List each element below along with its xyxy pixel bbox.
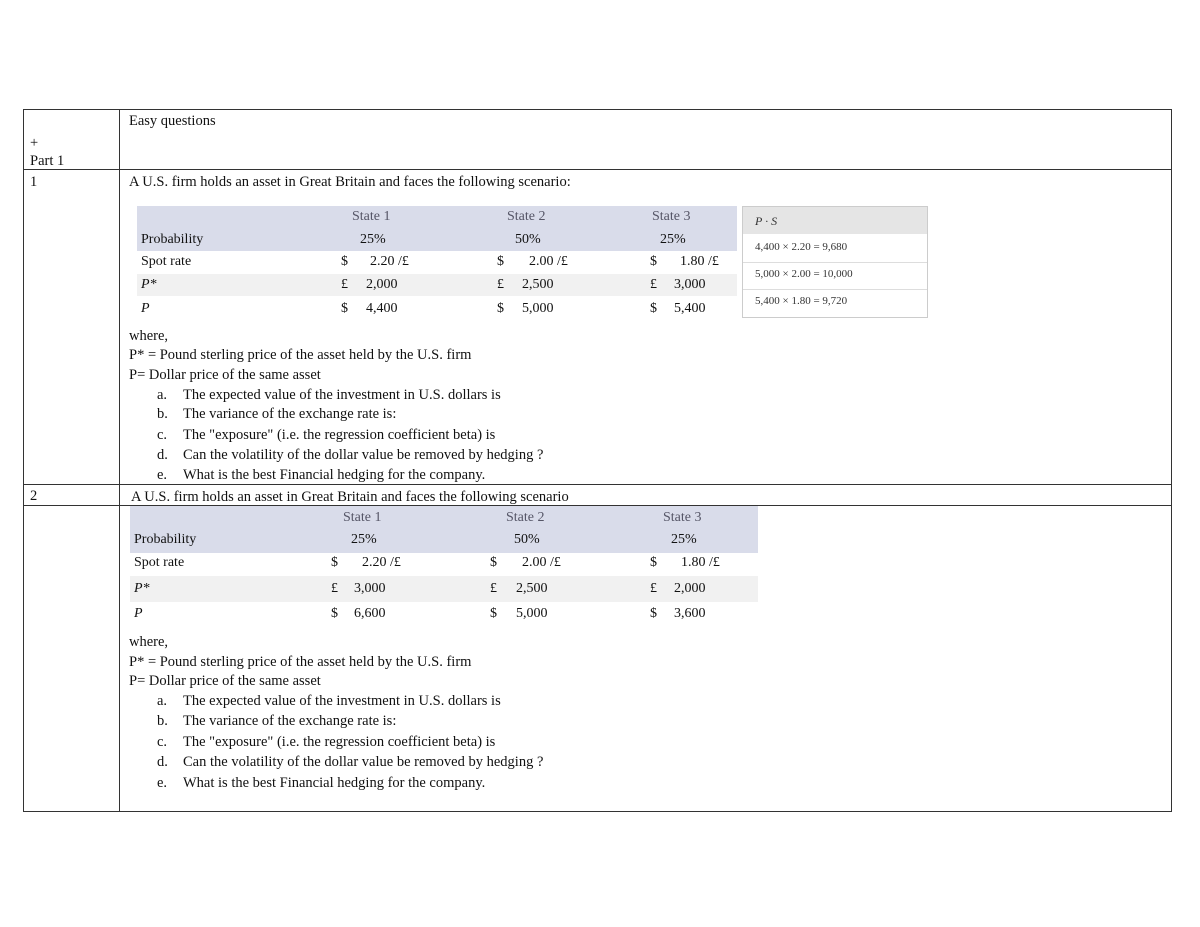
state-header: State 2 [507, 209, 546, 224]
spot-rate-value: 2.00 /£ [522, 555, 561, 570]
currency-symbol: $ [490, 555, 497, 570]
row-label: P* [134, 581, 150, 596]
currency-symbol: $ [331, 606, 338, 621]
section-title: Easy questions [129, 113, 216, 129]
item-letter: c. [157, 427, 168, 443]
pound-price-value: 2,000 [366, 277, 398, 292]
item-text: The expected value of the investment in U.S. dollars is [183, 693, 501, 709]
currency-symbol: £ [341, 277, 348, 292]
ps-row: 5,400 × 1.80 = 9,720 [755, 295, 848, 307]
spot-rate-value: 2.20 /£ [362, 555, 401, 570]
spot-rate-value: 2.00 /£ [529, 254, 568, 269]
row-divider [23, 484, 1172, 485]
question-item [157, 426, 495, 444]
currency-symbol: £ [490, 581, 497, 596]
pound-price-value: 2,500 [522, 277, 554, 292]
question-item [157, 405, 396, 423]
definition-pstar: P* = Pound sterling price of the asset held by the U.S. firm [129, 654, 472, 670]
state-header: State 1 [343, 510, 382, 525]
dollar-price-value: 4,400 [366, 301, 398, 316]
item-text: Can the volatility of the dollar value be removed by hedging ? [183, 447, 544, 463]
pound-price-value: 3,000 [674, 277, 706, 292]
spot-rate-value: 2.20 /£ [370, 254, 409, 269]
part-label: Part 1 [30, 153, 65, 169]
question-item [157, 774, 485, 792]
item-letter: e. [157, 775, 168, 791]
question-item [157, 733, 495, 751]
currency-symbol: $ [497, 254, 504, 269]
definition-pstar: P* = Pound sterling price of the asset held by the U.S. firm [129, 347, 472, 363]
row-divider [23, 169, 1172, 170]
item-text: The variance of the exchange rate is: [183, 406, 397, 422]
currency-symbol: $ [341, 254, 348, 269]
question-item [157, 692, 501, 710]
item-text: The "exposure" (i.e. the regression coefficient beta) is [183, 427, 496, 443]
column-divider [119, 109, 120, 812]
probability-value: 50% [515, 232, 541, 247]
row-label: Spot rate [134, 555, 185, 570]
item-letter: e. [157, 467, 168, 483]
pound-price-value: 2,500 [516, 581, 548, 596]
ps-header-label: P · S [755, 214, 778, 228]
currency-symbol: $ [497, 301, 504, 316]
item-letter: b. [157, 713, 168, 729]
item-letter: b. [157, 406, 168, 422]
probability-value: 25% [671, 532, 697, 547]
where-label: where, [129, 328, 169, 344]
currency-symbol: $ [331, 555, 338, 570]
currency-symbol: £ [497, 277, 504, 292]
currency-symbol: $ [650, 254, 657, 269]
question-intro: A U.S. firm holds an asset in Great Britain and faces the following scenario: [129, 174, 571, 190]
question-item [157, 446, 543, 464]
table-row-band [137, 274, 737, 296]
item-text: What is the best Financial hedging for the company. [183, 775, 486, 791]
probability-value: 25% [660, 232, 686, 247]
item-letter: a. [157, 693, 168, 709]
row-label: Spot rate [141, 254, 192, 269]
state-header: State 1 [352, 209, 391, 224]
dollar-price-value: 5,000 [522, 301, 554, 316]
question-item [157, 386, 501, 404]
table-header-band [137, 206, 737, 251]
item-text: The "exposure" (i.e. the regression coefficient beta) is [183, 734, 496, 750]
question-item [157, 753, 543, 771]
definition-p: P= Dollar price of the same asset [129, 367, 321, 383]
ps-calculation-box [742, 206, 928, 318]
question-intro: A U.S. firm holds an asset in Great Britain and faces the following scenario [131, 489, 569, 505]
question-number: 1 [30, 174, 38, 190]
definition-p: P= Dollar price of the same asset [129, 673, 321, 689]
dollar-price-value: 5,000 [516, 606, 548, 621]
table-row-band [130, 576, 758, 602]
state-header: State 3 [652, 209, 691, 224]
probability-value: 50% [514, 532, 540, 547]
currency-symbol: $ [341, 301, 348, 316]
currency-symbol: £ [331, 581, 338, 596]
currency-symbol: £ [650, 277, 657, 292]
item-letter: c. [157, 734, 168, 750]
item-text: The expected value of the investment in U.S. dollars is [183, 387, 501, 403]
pound-price-value: 2,000 [674, 581, 706, 596]
row-label: Probability [141, 232, 204, 247]
spot-rate-value: 1.80 /£ [681, 555, 720, 570]
pound-price-value: 3,000 [354, 581, 386, 596]
probability-value: 25% [360, 232, 386, 247]
currency-symbol: $ [650, 606, 657, 621]
state-header: State 3 [663, 510, 702, 525]
row-label: Probability [134, 532, 197, 547]
where-label: where, [129, 634, 169, 650]
currency-symbol: £ [650, 581, 657, 596]
dollar-price-value: 5,400 [674, 301, 706, 316]
question-item [157, 712, 396, 730]
currency-symbol: $ [490, 606, 497, 621]
item-text: Can the volatility of the dollar value be removed by hedging ? [183, 754, 544, 770]
item-letter: d. [157, 447, 168, 463]
item-letter: d. [157, 754, 168, 770]
ps-divider [743, 289, 927, 290]
row-label: P [134, 606, 143, 621]
item-text: The variance of the exchange rate is: [183, 713, 397, 729]
dollar-price-value: 6,600 [354, 606, 386, 621]
probability-value: 25% [351, 532, 377, 547]
spot-rate-value: 1.80 /£ [680, 254, 719, 269]
dollar-price-value: 3,600 [674, 606, 706, 621]
question-number: 2 [30, 488, 38, 504]
row-label: P [141, 301, 150, 316]
ps-row: 4,400 × 2.20 = 9,680 [755, 241, 848, 253]
item-letter: a. [157, 387, 168, 403]
item-text: What is the best Financial hedging for the company. [183, 467, 486, 483]
plus-marker: + [30, 135, 39, 151]
currency-symbol: $ [650, 301, 657, 316]
ps-divider [743, 262, 927, 263]
currency-symbol: $ [650, 555, 657, 570]
state-header: State 2 [506, 510, 545, 525]
ps-row: 5,000 × 2.00 = 10,000 [755, 268, 853, 280]
question-item [157, 466, 485, 484]
row-label: P* [141, 277, 157, 292]
